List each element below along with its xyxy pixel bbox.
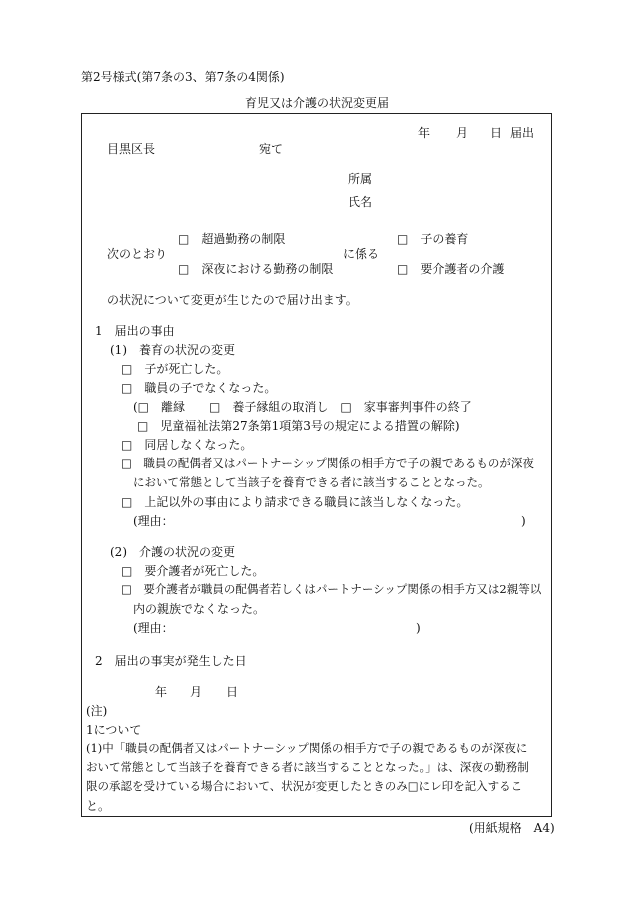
date-day-label: 日 [490, 126, 503, 140]
occurrence-year-label: 年 [155, 685, 168, 699]
item-care-recipient-death[interactable]: □ 要介護者が死亡した。 [121, 564, 265, 578]
date-month-label: 月 [456, 126, 469, 140]
notes-line5: と。 [86, 799, 111, 813]
option-nursing[interactable]: □ 要介護者の介護 [397, 262, 505, 276]
notes-line3: おいて常態として当該子を養育できる者に該当することとなった。」は、深夜の勤務制 [86, 760, 529, 774]
occurrence-day-label: 日 [226, 685, 239, 699]
affiliation-label: 所属 [348, 172, 373, 186]
option-night-limit[interactable]: □ 深夜における勤務の制限 [178, 262, 334, 276]
form-title: 育児又は介護の状況変更届 [245, 96, 390, 110]
section1-heading: 1 届出の事由 [95, 324, 175, 338]
notes-line4: 限の承認を受けている場合において、状況が変更したときのみ□にレ印を記入するこ [86, 779, 523, 793]
sub2-reason-label: (理由： [133, 621, 174, 635]
notes-line1: 1について [86, 723, 142, 737]
sub1-reason-label: (理由： [133, 514, 174, 528]
item-relative-line2: 内の親族でなくなった。 [133, 602, 266, 616]
option-overtime-limit[interactable]: □ 超過勤務の制限 [178, 232, 286, 246]
notes-line2: (1)中「職員の配偶者又はパートナーシップ関係の相手方で子の親であるものが深夜に [86, 741, 528, 755]
sub1-heading: (1) 養育の状況の変更 [110, 343, 235, 357]
section2-heading: 2 届出の事実が発生した日 [95, 654, 247, 668]
item-other-reason[interactable]: □ 上記以外の事由により請求できる職員に該当しなくなった。 [121, 495, 469, 509]
submit-label: 届出 [510, 126, 535, 140]
request-connector: に係る [343, 247, 380, 261]
addressee-suffix: 宛て [259, 142, 284, 156]
date-year-label: 年 [418, 126, 431, 140]
sub1-reason-close: ) [521, 514, 526, 528]
sub2-heading: (2) 介護の状況の変更 [110, 545, 235, 559]
name-label: 氏名 [348, 195, 373, 209]
addressee-name: 目黒区長 [107, 142, 156, 156]
option-childcare[interactable]: □ 子の養育 [397, 232, 469, 246]
item-spouse-line1[interactable]: □ 職員の配偶者又はパートナーシップ関係の相手方で子の親であるものが深夜 [121, 456, 534, 470]
item-not-child[interactable]: □ 職員の子でなくなった。 [121, 381, 277, 395]
request-prefix: 次のとおり [107, 247, 168, 261]
sub2-reason-close: ) [416, 621, 421, 635]
occurrence-month-label: 月 [190, 685, 203, 699]
item-relative-line1[interactable]: □ 要介護者が職員の配偶者若しくはパートナーシップ関係の相手方又は2親等以 [121, 582, 542, 596]
item-child-death[interactable]: □ 子が死亡した。 [121, 362, 229, 376]
form-number: 第2号様式(第7条の3、第7条の4関係) [81, 70, 285, 84]
sub-options-line1[interactable]: (□ 離縁 □ 養子縁組の取消し □ 家事審判事件の終了 [133, 400, 472, 414]
sub-options-line2[interactable]: □ 児童福祉法第27条第1項第3号の規定による措置の解除) [137, 419, 460, 433]
item-not-living-together[interactable]: □ 同居しなくなった。 [121, 438, 253, 452]
item-spouse-line2: において常態として当該子を養育できる者に該当することとなった。 [133, 475, 490, 489]
request-closing: の状況について変更が生じたので届け出ます。 [107, 293, 358, 307]
paper-size-note: (用紙規格 A4) [469, 821, 555, 835]
notes-heading: (注) [86, 704, 108, 718]
